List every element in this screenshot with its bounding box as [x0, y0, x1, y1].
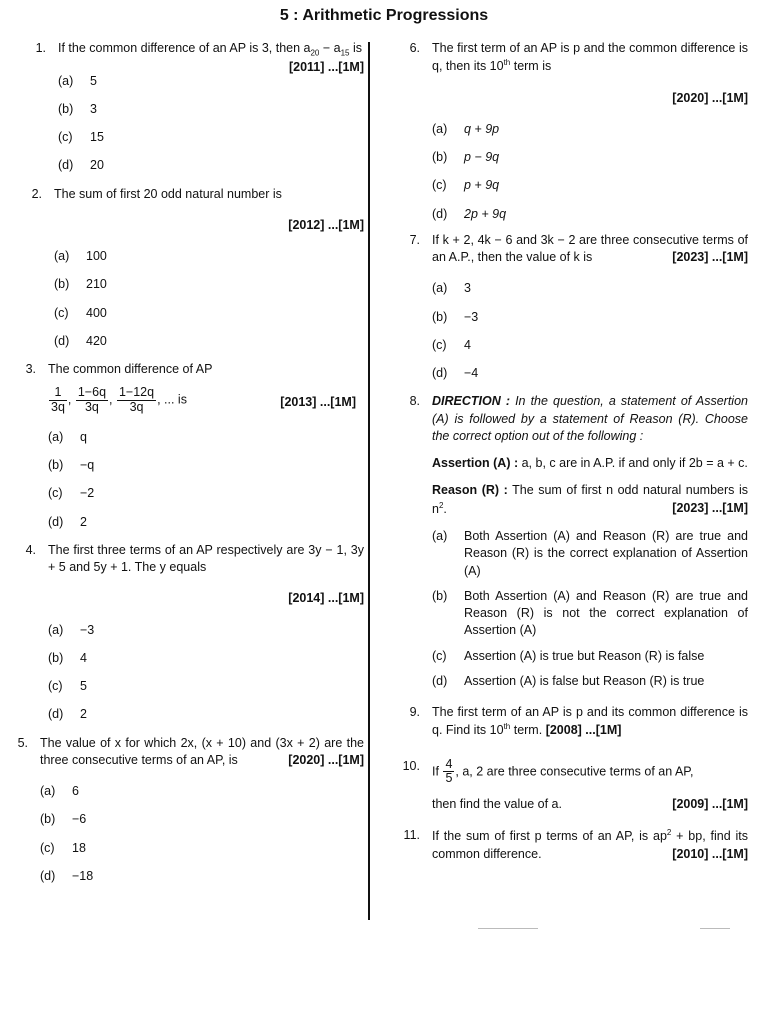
question-4 [14, 542, 364, 735]
year-tag: [2011] ...[1M] [288, 59, 364, 74]
fraction: $\frac{1-12q}{3q}$ [118, 385, 155, 415]
options-list [432, 121, 748, 223]
year-tag: [2020] ...[1M] [672, 90, 748, 105]
year-tag: [2014] ...[1M] [288, 591, 364, 606]
question-text: If the sum of first p terms of an AP, is $ap^2$ + bp, find its common difference. [2010] ...[1M] [432, 827, 748, 863]
year-tag: [2020] ...[1M] [288, 752, 364, 767]
option: (b) 4 [48, 650, 87, 665]
option: (c) 5 [48, 679, 87, 694]
question-text-cont: then find the value of a. [2009] ...[1M] [432, 796, 748, 813]
question-7 [398, 232, 748, 394]
question-text: If k + 2, 4k − 6 and 3k − 2 are three consecutive terms of an A.P., then the value of k is [2023] ...[1M] [432, 232, 748, 267]
option: (a) 100 [54, 249, 107, 264]
year-tag: [2009] ...[1M] [672, 797, 748, 812]
option: (b) 210 [54, 277, 107, 292]
option: (b) 3 [58, 101, 97, 116]
fraction: $\frac{1-6q}{3q}$ [77, 385, 107, 415]
question-number: 7. [409, 232, 420, 247]
faint-scan-mark [700, 928, 730, 929]
year-tag: [2008] ...[1M] [545, 723, 622, 738]
option: (d) 2 [48, 707, 87, 722]
option: (b) −6 [40, 812, 87, 827]
assertion-text: Assertion (A) : a, b, c are in A.P. if and only if 2b = a + c. [432, 456, 748, 471]
option: (b) p − 9q [432, 150, 500, 165]
options-list [54, 248, 364, 350]
question-number: 10. [402, 758, 420, 773]
right-column [398, 40, 748, 863]
question-text: If $\frac{4}{5}$ , a, 2 are three consecutive terms of an AP, [432, 756, 694, 786]
question-text: The first term of an AP is p and its common difference is q. Find its 10th term. [2008] ...[1M] [432, 705, 748, 738]
option: (c) 4 [432, 337, 471, 352]
option: (d) 420 [54, 333, 107, 348]
option: (a) Both Assertion (A) and Reason (R) are true and Reason (R) is the correct explanation of Assertion (A) [432, 529, 748, 578]
option: (b) Both Assertion (A) and Reason (R) are true and Reason (R) is not the correct explanation of Assertion (A) [432, 588, 748, 638]
fraction-sequence: $\frac{1}{3q}$ , $\frac{1-6q}{3q}$ , $\frac{1-12q}{3q}$ , ... is [2013] ...[1M] [51, 385, 356, 415]
question-number: 5. [17, 735, 28, 750]
question-number: 9. [409, 705, 420, 720]
year-tag: [2023] ...[1M] [672, 500, 748, 515]
question-number: 6. [409, 41, 420, 55]
option: (a) 6 [40, 784, 79, 799]
left-column [14, 40, 364, 896]
question-3 [14, 361, 364, 542]
question-10 [398, 758, 748, 814]
option: (a) −3 [48, 622, 95, 637]
option: (d) 2p + 9q [432, 206, 507, 221]
option: (c) 18 [40, 840, 86, 855]
question-text: The sum of first 20 odd natural number is [54, 186, 282, 201]
question-5 [6, 735, 364, 897]
question-number: 4. [25, 542, 36, 557]
question-text: The value of x for which 2x, (x + 10) and (3x + 2) are the three consecutive terms of an AP, is [2020] ...[1M] [40, 735, 364, 770]
question-number: 3. [25, 362, 36, 377]
fraction: $\frac{1}{3q}$ [51, 385, 65, 415]
option: (d) −18 [40, 868, 94, 883]
fraction: $\frac{4}{5}$ [445, 756, 453, 786]
question-11 [398, 827, 748, 863]
direction-text: DIRECTION : In the question, a statement of Assertion (A) is followed by a statement of Reason (R). Choose the correct option out of the following : [432, 394, 748, 443]
question-9 [398, 704, 748, 740]
option: (a) 5 [58, 73, 97, 88]
option: (c) −2 [48, 486, 95, 501]
option: (b) −3 [432, 309, 479, 324]
options-list [48, 429, 364, 531]
option: (d) −4 [432, 366, 479, 381]
year-tag: [2010] ...[1M] [672, 846, 748, 861]
faint-scan-mark [478, 928, 538, 929]
option: (a) q + 9p [432, 121, 500, 136]
option: (c) 15 [58, 130, 104, 145]
question-number: 1. [35, 41, 46, 55]
question-1 [24, 40, 364, 186]
options-list [40, 783, 364, 885]
options-list [432, 528, 748, 690]
question-2 [20, 186, 364, 362]
option: (d) Assertion (A) is false but Reason (R) is true [432, 673, 705, 688]
question-text: The first three terms of an AP respectively are 3y − 1, 3y + 5 and 5y + 1. The y equals [48, 542, 364, 575]
options-list [58, 73, 364, 175]
question-number: 8. [409, 394, 420, 409]
page-title: 5 : Arithmetic Progressions [279, 7, 489, 24]
reason-text: Reason (R) : The sum of first n odd natural numbers is $n^2$. [2023] ...[1M] [432, 483, 748, 516]
question-text: The first term of an AP is p and the common difference is q, then its 10th term is [432, 41, 748, 74]
question-6 [398, 40, 748, 234]
question-number: 2. [31, 186, 42, 201]
option: (d) 20 [58, 158, 104, 173]
year-tag: [2012] ...[1M] [288, 217, 364, 232]
column-divider [368, 42, 370, 920]
question-8 [398, 393, 748, 698]
options-list [432, 280, 748, 382]
year-tag: [2013] ...[1M] [280, 395, 356, 410]
question-text: If the common difference of an AP is 3, then $a_{20} - a_{15}$ is [2011] ...[1M] [58, 40, 364, 59]
option: (c) p + 9q [432, 178, 500, 193]
option: (d) 2 [48, 514, 87, 529]
option: (b) −q [48, 458, 95, 473]
options-list [48, 622, 364, 724]
option: (c) Assertion (A) is true but Reason (R) is false [432, 648, 705, 663]
option: (c) 400 [54, 305, 107, 320]
year-tag: [2023] ...[1M] [672, 250, 748, 265]
question-number: 11. [403, 828, 420, 843]
question-text: The common difference of AP [48, 362, 213, 377]
option: (a) 3 [432, 281, 471, 296]
option: (a) q [48, 429, 87, 444]
